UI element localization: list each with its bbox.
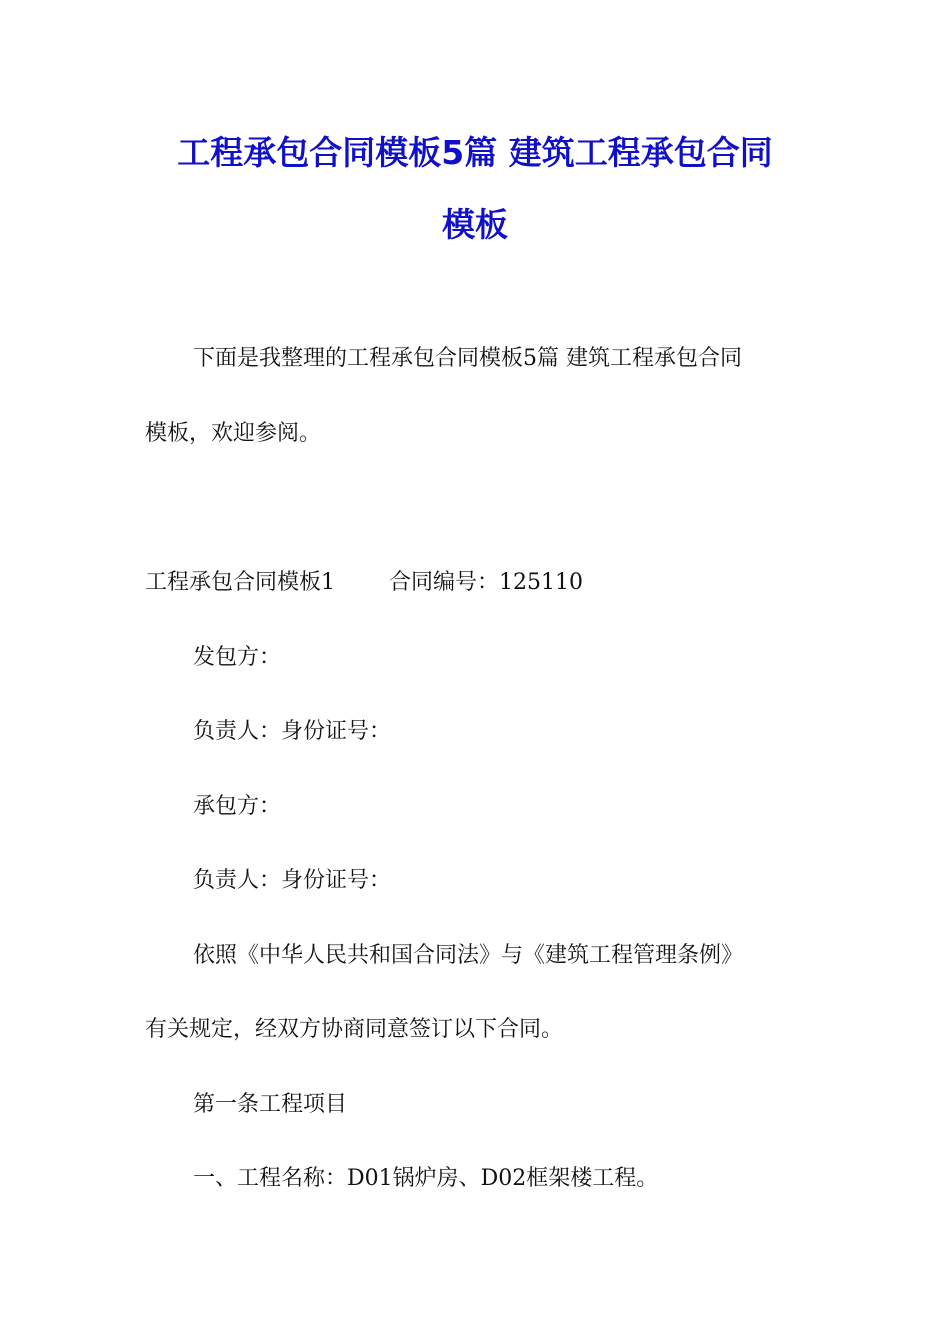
legal-basis-line-2: 有关规定，经双方协商同意签订以下合同。: [145, 1017, 564, 1042]
article-1-heading: 第一条工程项目: [193, 1092, 348, 1117]
employer-line: 发包方：: [193, 645, 282, 670]
contractor-line: 承包方：: [193, 794, 282, 819]
legal-basis-line-1: 依照《中华人民共和国合同法》与《建筑工程管理条例》: [193, 943, 744, 968]
document-title-line-1: 工程承包合同模板5篇 建筑工程承包合同: [177, 133, 773, 172]
contract-number: 合同编号：125110: [389, 570, 583, 595]
section-heading: 工程承包合同模板1: [145, 570, 335, 595]
employer-representative-line: 负责人：身份证号：: [193, 719, 392, 744]
document-title-line-2: 模板: [442, 205, 508, 244]
intro-paragraph-line-2: 模板，欢迎参阅。: [145, 421, 322, 446]
item-1-project-name: 一、工程名称：D01锅炉房、D02框架楼工程。: [193, 1166, 659, 1191]
intro-paragraph-line-1: 下面是我整理的工程承包合同模板5篇 建筑工程承包合同: [193, 346, 742, 371]
section-heading-row: [145, 568, 583, 598]
contractor-representative-line: 负责人：身份证号：: [193, 868, 392, 893]
